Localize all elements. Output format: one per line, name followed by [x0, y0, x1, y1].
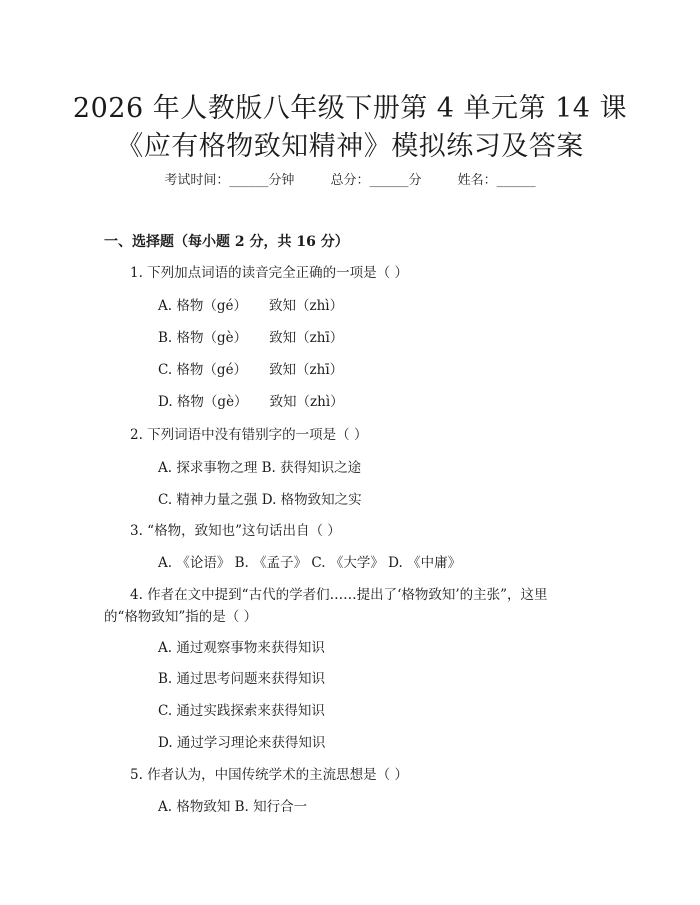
question-4-option-a: A. 通过观察事物来获得知识: [158, 640, 325, 656]
total-score-field: 总分：______分: [330, 173, 422, 188]
question-1-option-d: [158, 390, 344, 410]
exam-meta: [0, 169, 700, 188]
question-3-stem: 3. “格物，致知也”这句话出自（ ）: [130, 523, 341, 539]
question-1-stem: 1. 下列加点词语的读音完全正确的一项是（ ）: [130, 265, 408, 281]
option-d-part2: 致知（zhì）: [269, 394, 344, 410]
question-4-option-c: C. 通过实践探索来获得知识: [158, 703, 325, 719]
question-2-options-cd: C. 精神力量之强 D. 格物致知之实: [158, 492, 362, 508]
question-2-options-ab: A. 探求事物之理 B. 获得知识之途: [158, 460, 362, 476]
option-c-part2: 致知（zhī）: [269, 362, 344, 378]
option-b-part2: 致知（zhī）: [269, 330, 344, 346]
question-1-option-c: [158, 358, 343, 378]
question-2-stem: 2. 下列词语中没有错别字的一项是（ ）: [130, 427, 368, 443]
question-4-stem-line2: 的“格物致知”指的是（ ）: [104, 609, 258, 625]
exam-time-field: 考试时间：______分钟: [164, 173, 295, 188]
question-4-option-b: B. 通过思考问题来获得知识: [158, 671, 326, 687]
option-b-part1: B. 格物（gè）: [158, 330, 248, 346]
question-1-option-a: [158, 294, 343, 314]
question-5-options: A. 格物致知 B. 知行合一: [158, 799, 308, 815]
question-4-stem-line1: 4. 作者在文中提到“古代的学者们……提出了‘格物致知’的主张”，这里: [130, 587, 548, 603]
section-heading: 一、选择题（每小题 2 分，共 16 分）: [104, 234, 349, 250]
document-title-line1: 2026 年人教版八年级下册第 4 单元第 14 课: [72, 93, 628, 124]
question-4-option-d: D. 通过学习理论来获得知识: [158, 735, 326, 751]
option-d-part1: D. 格物（gè）: [158, 394, 248, 410]
name-field: 姓名：______: [457, 173, 536, 188]
option-c-part1: C. 格物（gé）: [158, 362, 248, 378]
question-1-option-b: [158, 326, 343, 346]
question-5-stem: 5. 作者认为，中国传统学术的主流思想是（ ）: [130, 767, 408, 783]
option-a-part1: A. 格物（gé）: [158, 298, 247, 314]
question-3-options: A. 《论语》 B. 《孟子》 C. 《大学》 D. 《中庸》: [158, 555, 462, 571]
option-a-part2: 致知（zhì）: [268, 298, 344, 314]
document-title-line2: 《应有格物致知精神》模拟练习及答案: [116, 131, 584, 162]
